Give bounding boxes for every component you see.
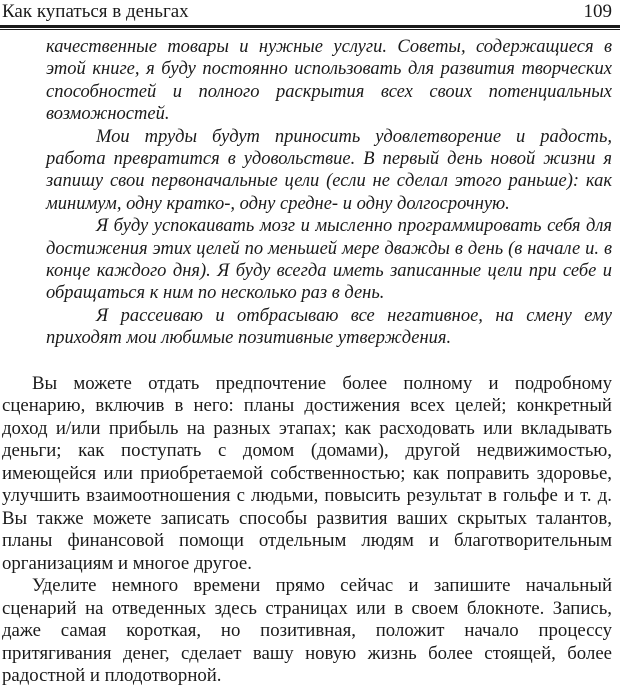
header-rule — [0, 25, 620, 30]
page-number: 109 — [583, 1, 612, 22]
quote-paragraph: Мои труды будут приносить удовлетворение и радость, работа превратится в удовольствие. В первый день новой жизни я запишу свои первоначальные цели (если не сделал этого раньше): как минимум, одну кратко-, одну средне- и одну долгосрочную. — [46, 126, 612, 214]
body-paragraph: Вы можете отдать предпочтение более полному и подробному сценарию, включив в него: планы достижения всех целей; конкретный доход и/или прибыль на разных этапах; как расходовать или вкладывать деньги; как поступать с домом (домами), другой недвижимостью, имеющейся или приобретаемой собственностью; как поправить здоровье, улучшить взаимоотношения с людьми, повысить результат в гольфе и т. д. Вы также можете записать способы развития ваших скрытых талантов, планы финансовой помощи отдельным людям и благотворительным организациям и многое другое. — [2, 372, 612, 574]
main-text — [0, 373, 612, 688]
quote-paragraph: качественные товары и нужные услуги. Советы, содержащиеся в этой книге, я буду постоянно использовать для развития творческих способностей и полного раскрытия всех своих потенциальных возможностей. — [46, 37, 612, 125]
italic-affirmation-block — [46, 36, 612, 350]
running-title: Как купаться в деньгах — [2, 1, 189, 22]
page-header — [0, 0, 620, 30]
quote-paragraph: Я рассеиваю и отбрасываю все негативное, на смену ему приходят мои любимые позитивные утверждения. — [46, 305, 612, 349]
body-paragraph: Уделите немного времени прямо сейчас и запишите начальный сценарий на отведенных здесь страницах или в своем блокноте. Запись, даже самая короткая, но позитивная, положит начало процессу притягивания денег, сделает вашу новую жизнь более стоящей, более радостной и плодотворной. — [2, 575, 612, 687]
paragraph-gap — [0, 350, 612, 373]
page-body — [0, 36, 612, 688]
quote-paragraph: Я буду успокаивать мозг и мысленно программировать себя для достижения этих целей по меньшей мере дважды в день (в начале и. в конце каждого дня). Я буду всегда иметь записанные цели при себе и обращаться к ним по несколько раз в день. — [46, 216, 612, 304]
